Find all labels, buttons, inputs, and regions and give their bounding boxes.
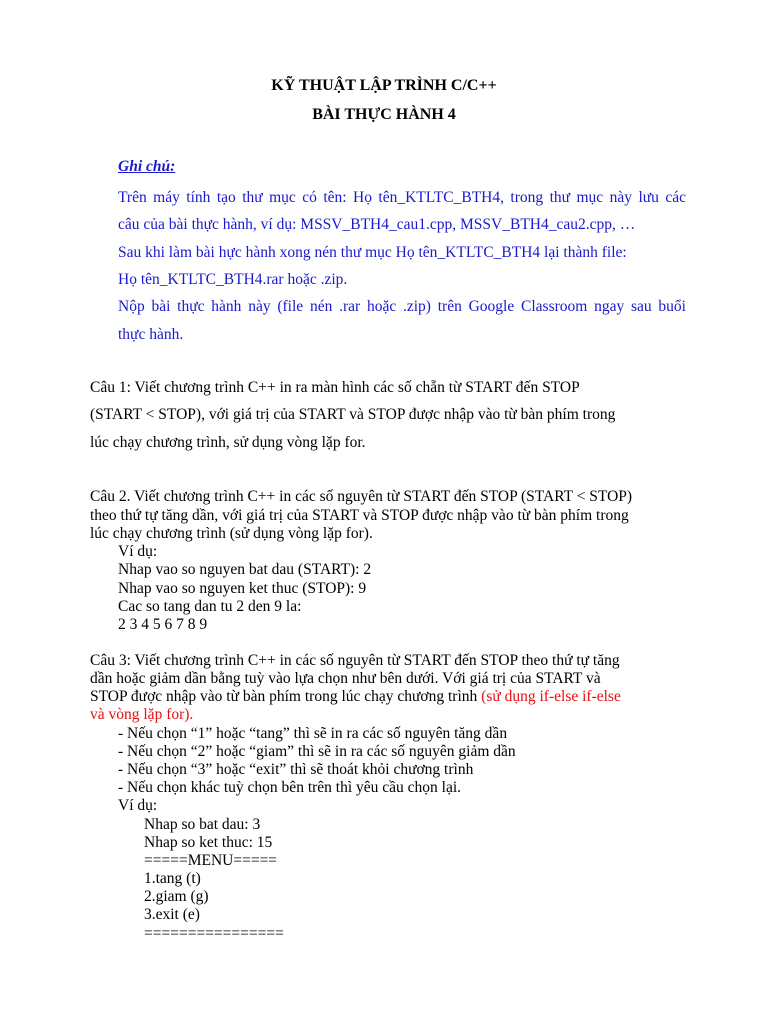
question-2-line: lúc chạy chương trình (sử dụng vòng lặp for). <box>90 525 373 542</box>
option-bullet: - Nếu chọn “1” hoặc “tang” thì sẽ in ra các số nguyên tăng dần <box>118 725 508 742</box>
example-label: Ví dụ: <box>118 543 158 560</box>
example-line: Nhap so bat dau: 3 <box>144 816 261 833</box>
question-3-line: Câu 3: Viết chương trình C++ in các số nguyên từ START đến STOP theo thứ tự tăng <box>90 652 620 669</box>
document-subtitle: BÀI THỰC HÀNH 4 <box>312 106 456 123</box>
highlight-text: và vòng lặp for). <box>90 706 194 723</box>
menu-header: =====MENU===== <box>144 852 278 869</box>
note-line: Sau khi làm bài hực hành xong nén thư mục Họ tên_KTLTC_BTH4 lại thành file: <box>118 244 627 261</box>
menu-item: 2.giam (g) <box>144 888 209 905</box>
menu-item: 3.exit (e) <box>144 906 200 923</box>
note-line: Trên máy tính tạo thư mục có tên: Họ tên_KTLTC_BTH4, trong thư mục này lưu các <box>118 189 686 206</box>
option-bullet: - Nếu chọn “3” hoặc “exit” thì sẽ thoát khỏi chương trình <box>118 761 474 778</box>
question-1-line: lúc chạy chương trình, sử dụng vòng lặp for. <box>90 434 366 451</box>
question-3-text: STOP được nhập vào từ bàn phím trong lúc chạy chương trình <box>90 688 482 705</box>
example-label: Ví dụ: <box>118 797 158 814</box>
question-2-line: theo thứ tự tăng dần, với giá trị của START và STOP được nhập vào từ bàn phím trong <box>90 507 629 524</box>
document-title: KỸ THUẬT LẬP TRÌNH C/C++ <box>271 77 497 94</box>
question-2-line: Câu 2. Viết chương trình C++ in các số nguyên từ START đến STOP (START < STOP) <box>90 488 633 505</box>
highlight-text: (sử dụng if-else if-else <box>481 688 621 705</box>
note-line: Họ tên_KTLTC_BTH4.rar hoặc .zip. <box>118 271 348 288</box>
example-line: 2 3 4 5 6 7 8 9 <box>118 616 208 633</box>
note-line: câu của bài thực hành, ví dụ: MSSV_BTH4_cau1.cpp, MSSV_BTH4_cau2.cpp, … <box>118 216 636 233</box>
note-line: Nộp bài thực hành này (file nén .rar hoặc .zip) trên Google Classroom ngay sau buổi <box>118 298 686 315</box>
question-3-line: dần hoặc giảm dần bằng tuỳ vào lựa chọn như bên dưới. Với giá trị của START và <box>90 670 601 687</box>
question-1-line: Câu 1: Viết chương trình C++ in ra màn hình các số chẵn từ START đến STOP <box>90 379 580 396</box>
option-bullet: - Nếu chọn khác tuỳ chọn bên trên thì yêu cầu chọn lại. <box>118 779 462 796</box>
option-bullet: - Nếu chọn “2” hoặc “giam” thì sẽ in ra các số nguyên giảm dần <box>118 743 516 760</box>
example-line: Nhap vao so nguyen ket thuc (STOP): 9 <box>118 580 367 597</box>
example-line: Nhap vao so nguyen bat dau (START): 2 <box>118 561 372 578</box>
question-1-line: (START < STOP), với giá trị của START và STOP được nhập vào từ bàn phím trong <box>90 406 616 423</box>
menu-footer: ================ <box>144 925 284 942</box>
question-3-line <box>90 688 621 706</box>
note-line: thực hành. <box>118 326 184 343</box>
example-line: Cac so tang dan tu 2 den 9 la: <box>118 598 302 615</box>
menu-item: 1.tang (t) <box>144 870 201 887</box>
note-heading: Ghi chú: <box>118 158 176 175</box>
example-line: Nhap so ket thuc: 15 <box>144 834 273 851</box>
